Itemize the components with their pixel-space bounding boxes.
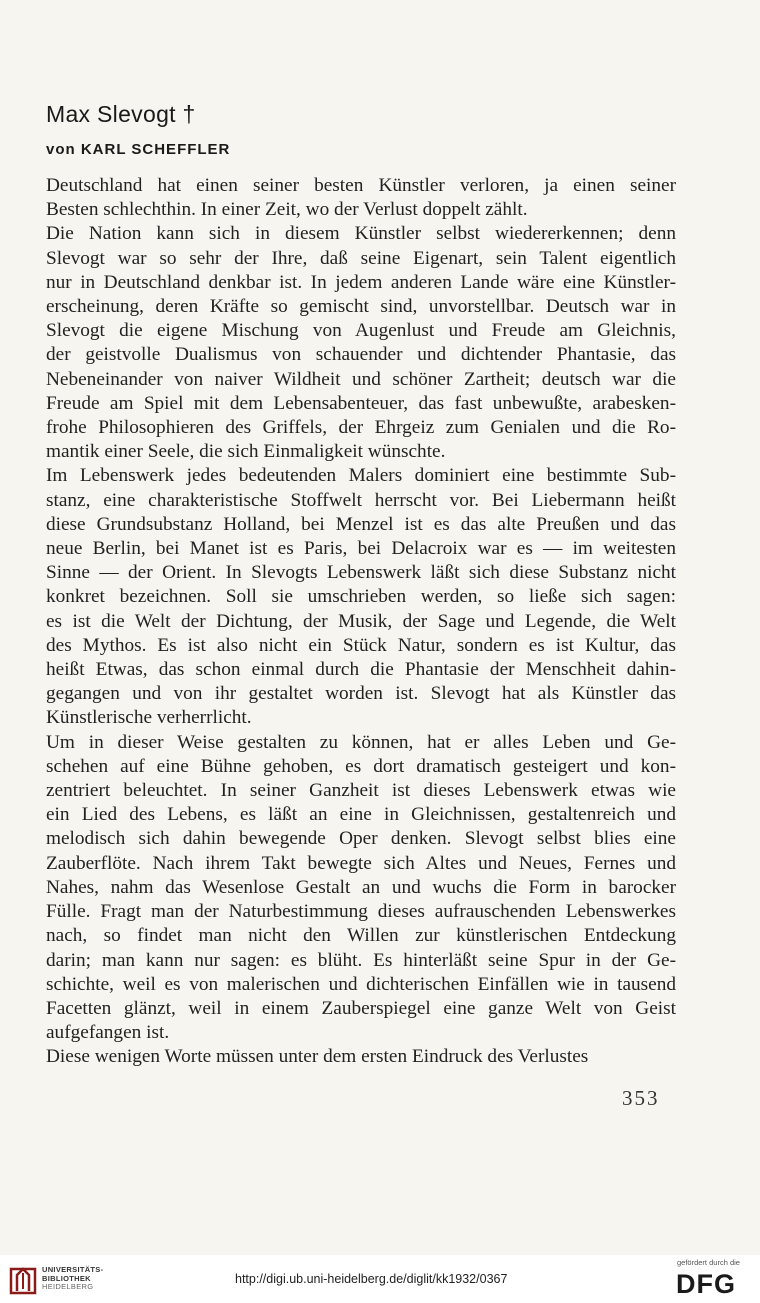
university-library-name: UNIVERSITÄTS- BIBLIOTHEK HEIDELBERG bbox=[42, 1265, 104, 1291]
text-line: Sinne — der Orient. In Slevogts Lebenswerk läßt sich diese Substanz nicht bbox=[46, 562, 676, 584]
text-line: melodisch sich dahin bewegende Oper denken. Slevogt selbst blies eine bbox=[46, 828, 676, 850]
text-line: gegangen und von ihr gestaltet worden ist. Slevogt hat als Künstler das bbox=[46, 683, 676, 705]
article-paragraph bbox=[46, 464, 676, 730]
text-line: erscheinung, deren Kräfte so gemischt sind, unvorstellbar. Deutsch war in bbox=[46, 296, 676, 318]
page-number: 353 bbox=[622, 1086, 660, 1110]
article-paragraph bbox=[46, 174, 676, 222]
text-line: Facetten glänzt, weil in einem Zauberspiegel eine ganze Welt von Geist bbox=[46, 997, 676, 1019]
article-body bbox=[46, 174, 676, 1070]
text-line: heißt Etwas, das schon einmal durch die Phantasie der Menschheit dahin- bbox=[46, 659, 676, 681]
text-line: es ist die Welt der Dichtung, der Musik, der Sage und Legende, die Welt bbox=[46, 610, 676, 632]
text-line: schichte, weil es von malerischen und dichterischen Einfällen wie in tausend bbox=[46, 973, 676, 995]
text-line: Freude am Spiel mit dem Lebensabenteuer, das fast unbewußte, arabesken- bbox=[46, 392, 676, 414]
text-line: diese Grundsubstanz Holland, bei Menzel ist es das alte Preußen und das bbox=[46, 513, 676, 535]
text-line: Im Lebenswerk jedes bedeutenden Malers dominiert eine bestimmte Sub- bbox=[46, 465, 676, 487]
text-line: mantik einer Seele, die sich Einmaligkeit wünschte. bbox=[46, 441, 446, 463]
text-line: Künstlerische verherrlicht. bbox=[46, 707, 252, 729]
text-line: neue Berlin, bei Manet ist es Paris, bei Delacroix war es — im weitesten bbox=[46, 538, 676, 560]
document-url[interactable]: http://digi.ub.uni-heidelberg.de/diglit/kk1932/0367 bbox=[235, 1272, 508, 1286]
text-line: Um in dieser Weise gestalten zu können, hat er alles Leben und Ge- bbox=[46, 731, 676, 753]
university-library-logo-icon bbox=[8, 1263, 38, 1295]
text-line: ein Lied des Lebens, es läßt an eine in Gleichnissen, gestaltenreich und bbox=[46, 804, 676, 826]
text-line: schehen auf eine Bühne gehoben, es dort dramatisch gesteigert und kon- bbox=[46, 755, 676, 777]
text-line: nach, so findet man nicht den Willen zur künstlerischen Entdeckung bbox=[46, 925, 676, 947]
text-line: darin; man kann nur sagen: es blüht. Es hinterläßt seine Spur in der Ge- bbox=[46, 949, 676, 971]
text-line: Diese wenigen Worte müssen unter dem ersten Eindruck des Verlustes bbox=[46, 1046, 589, 1068]
text-line: Nebeneinander von naiver Wildheit und schöner Zartheit; deutsch war die bbox=[46, 368, 676, 390]
text-line: Slevogt die eigene Mischung von Augenlust und Freude am Gleichnis, bbox=[46, 320, 676, 342]
text-line: nur in Deutschland denkbar ist. In jedem anderen Lande wäre eine Künstler- bbox=[46, 271, 676, 293]
text-line: frohe Philosophieren des Griffels, der Ehrgeiz zum Genialen und die Ro- bbox=[46, 417, 676, 439]
text-line: stanz, eine charakteristische Stoffwelt herrscht vor. Bei Liebermann heißt bbox=[46, 489, 676, 511]
text-line: Zauberflöte. Nach ihrem Takt bewegte sich Altes und Neues, Fernes und bbox=[46, 852, 676, 874]
text-line: Fülle. Fragt man der Naturbestimmung dieses aufrauschenden Lebenswerkes bbox=[46, 901, 676, 923]
dfg-logo: DFG bbox=[676, 1269, 736, 1299]
article-paragraph bbox=[46, 1045, 676, 1069]
article-byline: von KARL SCHEFFLER bbox=[46, 141, 231, 158]
funding-caption: gefördert durch die bbox=[677, 1258, 740, 1267]
text-line: Besten schlechthin. In einer Zeit, wo der Verlust doppelt zählt. bbox=[46, 199, 528, 221]
article-paragraph bbox=[46, 731, 676, 1046]
text-line: zentriert beleuchtet. In seiner Ganzheit ist dieses Lebenswerk etwas wie bbox=[46, 780, 676, 802]
article-paragraph bbox=[46, 222, 676, 464]
article-title: Max Slevogt † bbox=[46, 101, 196, 127]
text-line: Deutschland hat einen seiner besten Künstler verloren, ja einen seiner bbox=[46, 175, 676, 196]
text-line: Die Nation kann sich in diesem Künstler selbst wiedererkennen; denn bbox=[46, 223, 676, 245]
text-line: des Mythos. Es ist also nicht ein Stück Natur, sondern es ist Kultur, das bbox=[46, 634, 676, 656]
text-line: Nahes, nahm das Wesenlose Gestalt an und wuchs die Form in barocker bbox=[46, 876, 676, 898]
text-line: der geistvolle Dualismus von schauender und dichtender Phantasie, das bbox=[46, 344, 676, 366]
text-line: aufgefangen ist. bbox=[46, 1022, 170, 1044]
viewer-footer bbox=[0, 1255, 760, 1303]
text-line: Slevogt war so sehr der Ihre, daß seine Eigenart, sein Talent eigentlich bbox=[46, 247, 676, 269]
text-line: konkret bezeichnen. Soll sie umschrieben werden, so ließe sich sagen: bbox=[46, 586, 676, 608]
